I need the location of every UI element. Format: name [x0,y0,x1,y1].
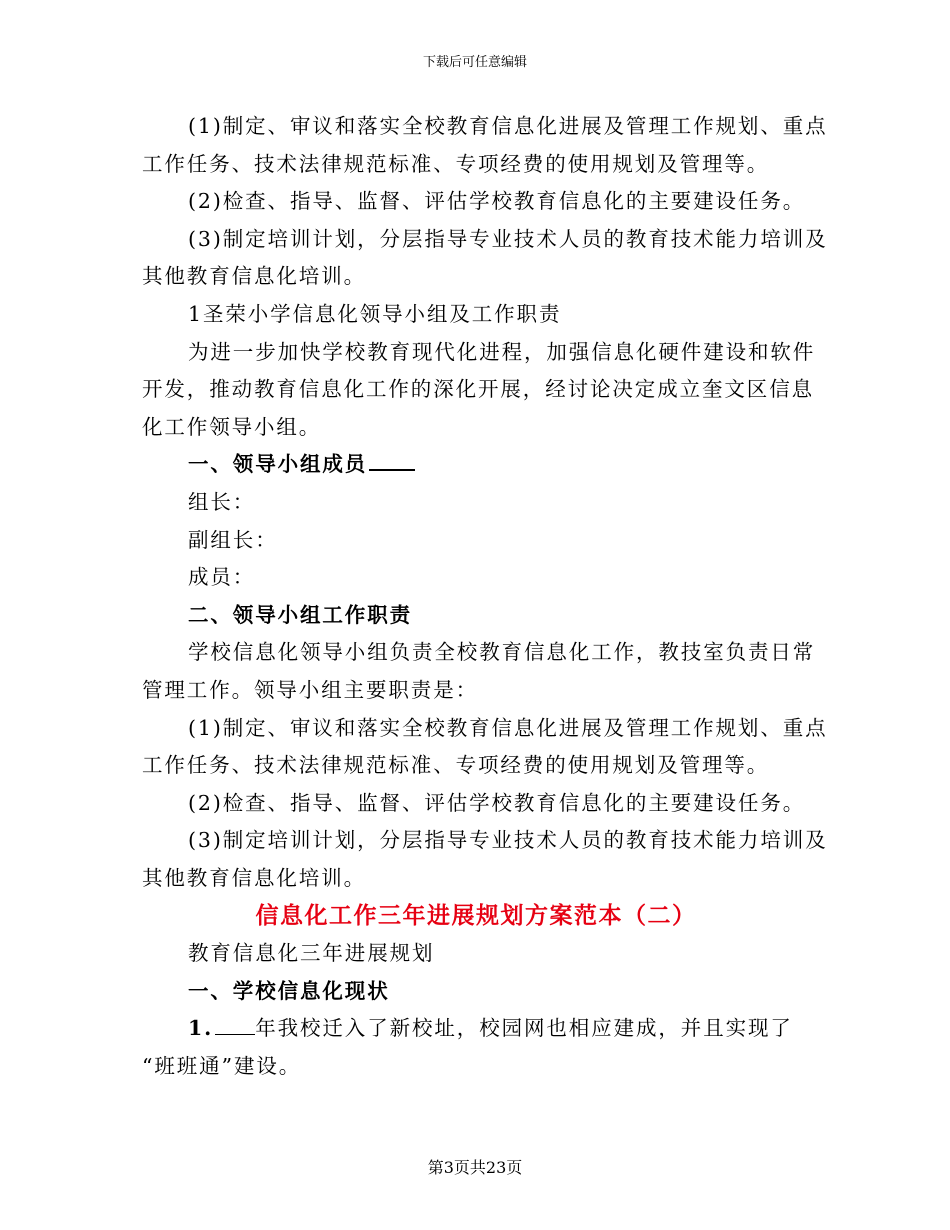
paragraph: 开发，推动教育信息化工作的深化开展，经讨论决定成立奎文区信息 [142,377,814,402]
document-body [142,108,828,1085]
paragraph: 1圣荣小学信息化领导小组及工作职责 [188,301,562,326]
page-header: 下载后可任意编辑 [422,55,527,70]
paragraph: (2)检查、指导、监督、评估学校教育信息化的主要建设任务。 [188,189,806,214]
section-heading-text: 一、领导小组成员 [188,452,368,477]
section-heading: 一、学校信息化现状 [188,978,390,1003]
paragraph: (3)制定培训计划，分层指导专业技术人员的教育技术能力培训及 [188,828,828,853]
paragraph: (1)制定、审议和落实全校教育信息化进展及管理工作规划、重点 [188,715,828,740]
paragraph: 为进一步加快学校教育现代化进程，加强信息化硬件建设和软件 [188,339,816,364]
paragraph: (1)制定、审议和落实全校教育信息化进展及管理工作规划、重点 [188,114,828,138]
paragraph: 化工作领导小组。 [142,414,322,439]
paragraph: (3)制定培训计划，分层指导专业技术人员的教育技术能力培训及 [188,226,828,251]
paragraph: 其他教育信息化培训。 [142,865,366,890]
page-footer: 第3页共23页 [427,1158,523,1177]
member-line: 组长： [188,489,256,514]
document-title: 信息化工作三年进展规划方案范本（二） [255,902,697,930]
section-heading [142,446,810,484]
member-line: 成员： [188,565,256,590]
paragraph: 管理工作。领导小组主要职责是： [142,677,478,702]
paragraph: 学校信息化领导小组负责全校教育信息化工作，教技室负责日常 [188,640,816,665]
paragraph [142,1010,810,1048]
paragraph: 工作任务、技术法律规范标准、专项经费的使用规划及管理等。 [142,753,770,778]
paragraph: 工作任务、技术法律规范标准、专项经费的使用规划及管理等。 [142,151,770,176]
member-line: 副组长： [188,527,278,552]
section-heading: 二、领导小组工作职责 [188,602,412,627]
paragraph: “班班通”建设。 [142,1053,302,1078]
list-number: 1. [188,1016,214,1041]
fill-blank-line [215,1033,255,1035]
paragraph: 其他教育信息化培训。 [142,264,366,289]
fill-blank-line [369,468,415,471]
paragraph: 教育信息化三年进展规划 [188,941,435,966]
paragraph: (2)检查、指导、监督、评估学校教育信息化的主要建设任务。 [188,790,806,815]
paragraph-text: 年我校迁入了新校址，校园网也相应建成，并且实现了 [255,1016,793,1041]
